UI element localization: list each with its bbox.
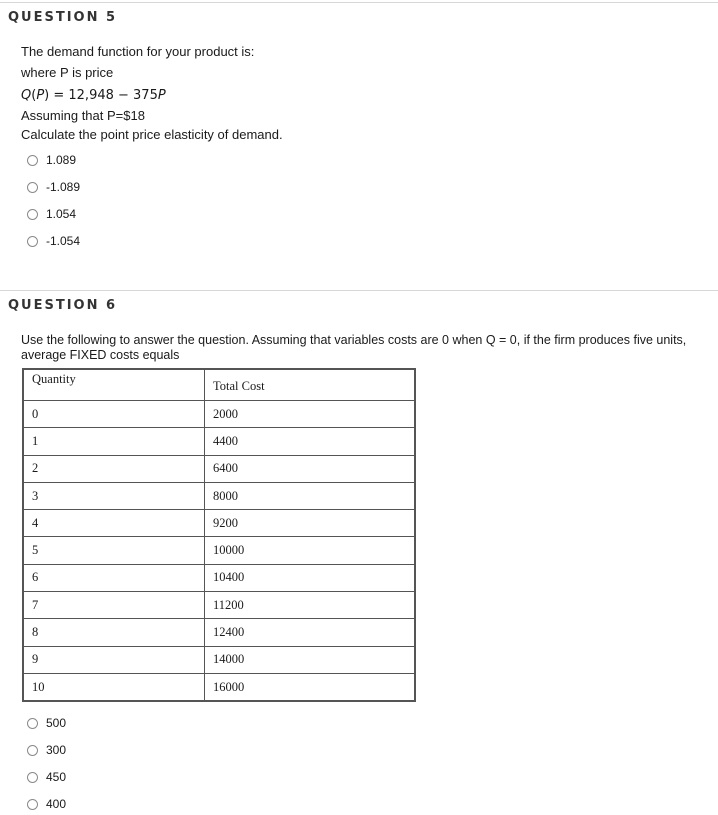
formula-lhs-variable: P (36, 88, 45, 103)
total-cost-cell: 8000 (205, 482, 416, 509)
quantity-cell: 5 (23, 537, 205, 564)
radio-button[interactable] (27, 236, 38, 247)
table-row (23, 428, 415, 455)
total-cost-cell: 14000 (205, 646, 416, 673)
answer-option-label: 500 (46, 716, 67, 730)
answer-option[interactable] (27, 179, 80, 195)
answer-option-label: 450 (46, 770, 67, 784)
question-6-top-divider (0, 290, 718, 291)
total-cost-cell: 6400 (205, 455, 416, 482)
demand-formula: Q(P) = 12,948 − 375P (21, 88, 166, 103)
total-cost-cell: 10000 (205, 537, 416, 564)
radio-button[interactable] (27, 209, 38, 220)
quantity-cell: 2 (23, 455, 205, 482)
radio-button[interactable] (27, 155, 38, 166)
question-6-prompt-line-1: Use the following to answer the question. Assuming that variables costs are 0 when Q = 0, if the firm produces five units, (21, 333, 687, 347)
quantity-cell: 8 (23, 619, 205, 646)
question-5-line-4: Calculate the point price elasticity of demand. (21, 127, 283, 142)
table-row (23, 401, 415, 428)
total-cost-cell: 16000 (205, 673, 416, 701)
formula-rhs-variable: P (157, 88, 166, 103)
total-cost-cell: 10400 (205, 564, 416, 591)
answer-option[interactable] (27, 715, 66, 731)
cost-table (22, 368, 416, 702)
table-row (23, 482, 415, 509)
radio-button[interactable] (27, 182, 38, 193)
answer-option[interactable] (27, 233, 80, 249)
answer-option[interactable] (27, 796, 66, 812)
question-5-title: QUESTION 5 (8, 10, 118, 25)
answer-option-label: 1.089 (46, 153, 77, 167)
quantity-cell: 4 (23, 510, 205, 537)
column-header-total-cost: Total Cost (205, 369, 416, 401)
table-row (23, 510, 415, 537)
total-cost-cell: 2000 (205, 401, 416, 428)
quantity-cell: 10 (23, 673, 205, 701)
total-cost-cell: 4400 (205, 428, 416, 455)
table-row (23, 564, 415, 591)
question-5-top-divider (0, 2, 718, 3)
quantity-cell: 9 (23, 646, 205, 673)
answer-option[interactable] (27, 206, 76, 222)
radio-button[interactable] (27, 745, 38, 756)
answer-option[interactable] (27, 769, 66, 785)
table-header-row (23, 369, 415, 401)
answer-option-label: 1.054 (46, 207, 77, 221)
radio-button[interactable] (27, 799, 38, 810)
table-row (23, 646, 415, 673)
quantity-cell: 7 (23, 592, 205, 619)
table-row (23, 592, 415, 619)
radio-button[interactable] (27, 718, 38, 729)
radio-button[interactable] (27, 772, 38, 783)
quantity-cell: 3 (23, 482, 205, 509)
quantity-cell: 1 (23, 428, 205, 455)
answer-option-label: -1.054 (46, 234, 81, 248)
question-5-line-3: Assuming that P=$18 (21, 108, 145, 123)
question-5-line-1: The demand function for your product is: (21, 44, 255, 59)
answer-option[interactable] (27, 152, 76, 168)
formula-lhs-function: Q (21, 88, 32, 103)
table-row (23, 537, 415, 564)
answer-option[interactable] (27, 742, 66, 758)
table-row (23, 673, 415, 701)
answer-option-label: 300 (46, 743, 67, 757)
question-6-title: QUESTION 6 (8, 298, 118, 313)
answer-option-label: -1.089 (46, 180, 81, 194)
formula-equation: = 12,948 − 375 (49, 88, 158, 103)
table-row (23, 619, 415, 646)
answer-option-label: 400 (46, 797, 67, 811)
quantity-cell: 6 (23, 564, 205, 591)
question-5-line-2: where P is price (21, 65, 114, 80)
total-cost-cell: 11200 (205, 592, 416, 619)
table-row (23, 455, 415, 482)
quantity-cell: 0 (23, 401, 205, 428)
total-cost-cell: 12400 (205, 619, 416, 646)
question-6-prompt-line-2: average FIXED costs equals (21, 348, 180, 362)
column-header-quantity: Quantity (23, 369, 205, 401)
total-cost-cell: 9200 (205, 510, 416, 537)
